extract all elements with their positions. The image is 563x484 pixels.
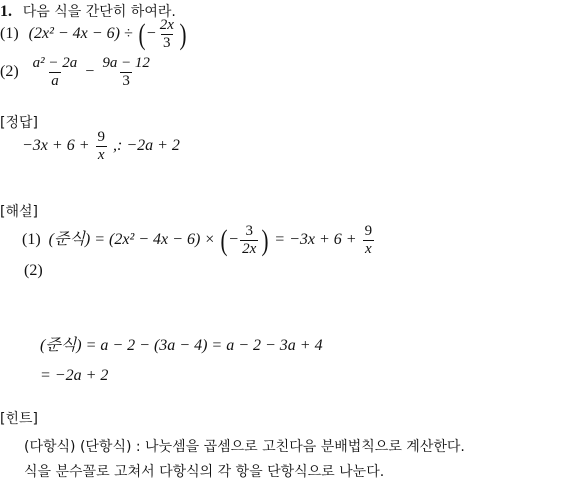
fraction-denominator: 3 bbox=[122, 73, 130, 89]
hint-heading: [힌트] bbox=[0, 411, 38, 427]
solution-part1-text-a: (준식) = (2x² − 4x − 6) × bbox=[48, 231, 216, 249]
problem-part2-minus: − bbox=[85, 63, 95, 81]
solution-part1-label: (1) bbox=[22, 231, 41, 249]
fraction-denominator: 2x bbox=[242, 241, 257, 257]
problem-part2 bbox=[0, 56, 154, 89]
solution-part2-line-1: (준식) = a − 2 − (3a − 4) = a − 2 − 3a + 4 bbox=[40, 337, 323, 354]
solution-part1-fraction-2 bbox=[363, 224, 375, 257]
fraction-numerator: 2x bbox=[159, 17, 174, 33]
problem-part1-fraction bbox=[158, 18, 176, 51]
answer-fraction bbox=[96, 130, 108, 163]
solution-part2-line-2: = −2a + 2 bbox=[40, 367, 109, 384]
right-paren: ) bbox=[179, 17, 187, 51]
fraction-denominator: x bbox=[97, 147, 105, 163]
solution-part1-fraction bbox=[240, 224, 258, 257]
fraction-numerator: 3 bbox=[245, 223, 253, 239]
problem-part1-expr: (2x² − 4x − 6) ÷ bbox=[28, 25, 133, 43]
answer-heading: [정답] bbox=[0, 115, 38, 131]
fraction-denominator: x bbox=[364, 241, 372, 257]
hint-line-2: 식을 분수꼴로 고쳐서 다항식의 각 항을 단항식으로 나눈다. bbox=[24, 464, 385, 480]
fraction-numerator: 9a − 12 bbox=[102, 55, 150, 71]
problem-part2-fraction-1 bbox=[31, 56, 80, 89]
left-paren: ( bbox=[220, 223, 228, 257]
minus-sign: − bbox=[229, 231, 239, 249]
problem-part1 bbox=[0, 18, 188, 51]
solution-part1 bbox=[22, 224, 376, 257]
problem-part2-fraction-2 bbox=[100, 56, 152, 89]
answer-expr-left: −3x + 6 + bbox=[22, 137, 90, 155]
problem-part2-label: (2) bbox=[0, 63, 19, 81]
fraction-numerator: 9 bbox=[97, 129, 105, 145]
problem-part1-label: (1) bbox=[0, 25, 19, 43]
solution-part2-label: (2) bbox=[24, 262, 43, 279]
problem-instruction: 다음 식을 간단히 하여라. bbox=[22, 4, 176, 20]
fraction-denominator: a bbox=[51, 73, 59, 89]
left-paren: ( bbox=[138, 17, 146, 51]
right-paren: ) bbox=[261, 223, 269, 257]
problem-number: 1. bbox=[0, 3, 12, 20]
fraction-denominator: 3 bbox=[163, 35, 171, 51]
hint-line-1: (다항식) (단항식) : 나눗셈을 곱셈으로 고친다음 분배법칙으로 계산한다. bbox=[24, 439, 465, 455]
answer-expr-right: ,: −2a + 2 bbox=[113, 137, 180, 155]
solution-heading: [해설] bbox=[0, 204, 38, 220]
answer-expression bbox=[22, 130, 180, 163]
fraction-numerator: 9 bbox=[364, 223, 373, 239]
fraction-numerator: a² − 2a bbox=[32, 55, 78, 71]
minus-sign: − bbox=[146, 25, 156, 43]
solution-part1-text-b: = −3x + 6 + bbox=[274, 231, 357, 249]
